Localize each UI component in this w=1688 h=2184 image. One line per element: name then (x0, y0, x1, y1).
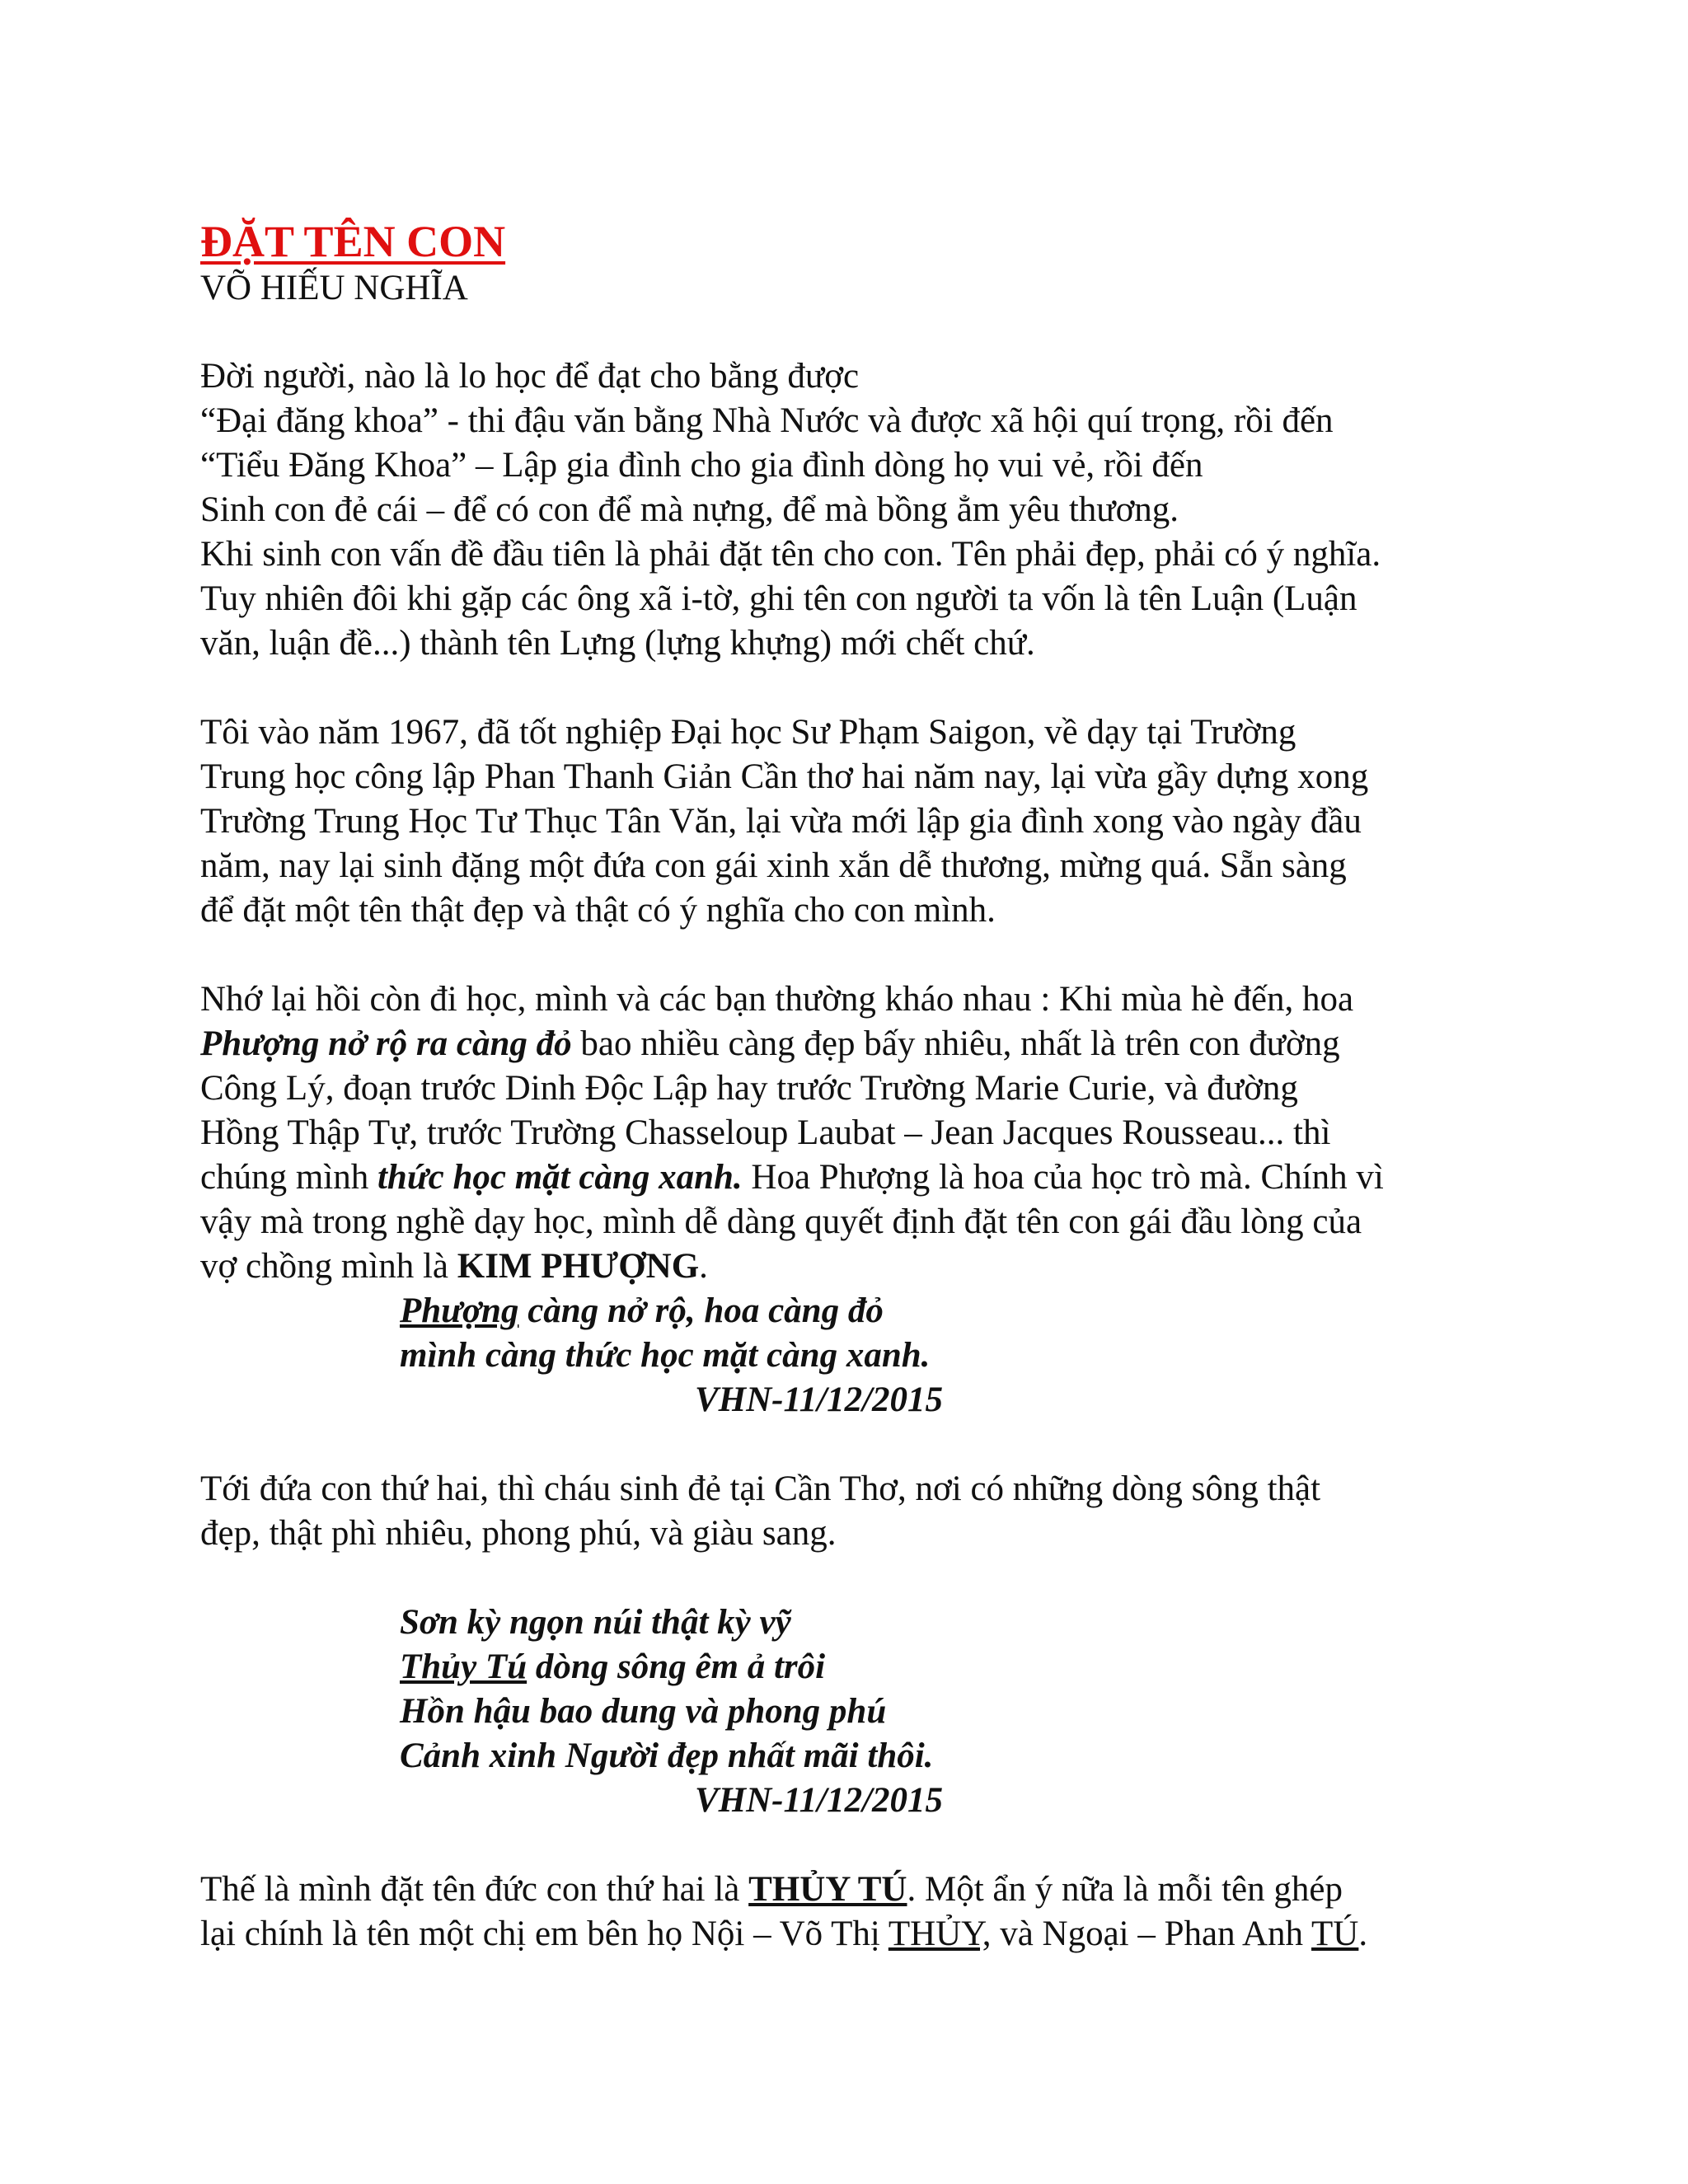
spacer (200, 1823, 1536, 1868)
text-span: bao nhiều càng đẹp bấy nhiêu, nhất là trên con đường (571, 1024, 1340, 1063)
text-span: dòng sông êm ả trôi (527, 1647, 826, 1686)
spacer (200, 1422, 1536, 1467)
author-name: VÕ HIẾU NGHĨA (200, 269, 468, 307)
poem-line: mình càng thức học mặt càng xanh. (400, 1336, 931, 1375)
text-line: năm, nay lại sinh đặng một đứa con gái xinh xắn dễ thương, mừng quá. Sẵn sàng (200, 846, 1347, 885)
text-line (200, 1022, 1536, 1066)
poem-line: Cảnh xinh Người đẹp nhất mãi thôi. (400, 1736, 934, 1775)
text-span: càng nở rộ, hoa càng đỏ (518, 1291, 884, 1330)
text-span: vợ chồng mình là (200, 1247, 457, 1286)
underlined-name: Phượng (400, 1291, 519, 1330)
paragraph-phuong-flower (200, 977, 1536, 1289)
paragraph-first-child (200, 710, 1536, 933)
name-thuy-tu: THỦY TÚ (748, 1870, 907, 1909)
poem-signature: VHN-11/12/2015 (695, 1781, 944, 1820)
text-line: Công Lý, đoạn trước Dinh Độc Lập hay trước Trường Marie Curie, và đường (200, 1069, 1298, 1108)
text-span: chúng mình (200, 1158, 377, 1197)
text-line: Tuy nhiên đôi khi gặp các ông xã i-tờ, ghi tên con người ta vốn là tên Luận (Luận (200, 579, 1357, 618)
poem-line: Hồn hậu bao dung và phong phú (400, 1692, 887, 1731)
text-line (200, 1912, 1536, 1957)
paragraph-intro (200, 354, 1536, 666)
text-line: “Đại đăng khoa” - thi đậu văn bằng Nhà Nước và được xã hội quí trọng, rồi đến (200, 401, 1334, 440)
poem-line (200, 1645, 1536, 1690)
spacer (200, 1556, 1536, 1601)
text-span: . (1358, 1915, 1368, 1953)
text-span: . Một ẩn ý nữa là mỗi tên ghép (907, 1870, 1343, 1909)
document-page (200, 216, 1536, 1957)
text-span: và Ngoại – Phan Anh (991, 1915, 1312, 1953)
text-line: Hồng Thập Tự, trước Trường Chasseloup Laubat – Jean Jacques Rousseau... thì (200, 1113, 1331, 1152)
text-line: văn, luận đề...) thành tên Lựng (lựng khựng) mới chết chứ. (200, 624, 1035, 663)
text-line: để đặt một tên thật đẹp và thật có ý nghĩa cho con mình. (200, 891, 996, 930)
document-title: ĐẶT TÊN CON (200, 217, 506, 266)
paragraph-conclusion (200, 1868, 1536, 1957)
spacer (200, 310, 1536, 354)
text-span: . (699, 1247, 708, 1286)
text-line: Trung học công lập Phan Thanh Giản Cần thơ hai năm nay, lại vừa gầy dựng xong (200, 757, 1369, 796)
poem-signature: VHN-11/12/2015 (695, 1380, 944, 1419)
text-line (200, 1244, 1536, 1289)
poem-thuy-tu (200, 1601, 1536, 1823)
text-span: Hoa Phượng là hoa của học trò mà. Chính vì (742, 1158, 1384, 1197)
poem-kim-phuong (200, 1289, 1536, 1422)
text-line: Tôi vào năm 1967, đã tốt nghiệp Đại học Sư Phạm Saigon, về dạy tại Trường (200, 713, 1296, 752)
emphasis-text: thức học mặt càng xanh. (377, 1158, 743, 1197)
text-line: Khi sinh con vấn đề đầu tiên là phải đặt tên cho con. Tên phải đẹp, phải có ý nghĩa. (200, 535, 1381, 574)
underlined-name: THỦY, (888, 1915, 992, 1953)
text-line: Trường Trung Học Tư Thục Tân Văn, lại vừa mới lập gia đình xong vào ngày đầu (200, 802, 1362, 841)
text-line: Đời người, nào là lo học để đạt cho bằng được (200, 357, 860, 396)
spacer (200, 933, 1536, 977)
underlined-name: Thủy Tú (400, 1647, 528, 1686)
emphasis-text: Phượng nở rộ ra càng đỏ (200, 1024, 572, 1063)
text-line: vậy mà trong nghề dạy học, mình dễ dàng quyết định đặt tên con gái đầu lòng của (200, 1202, 1362, 1241)
poem-line: Sơn kỳ ngọn núi thật kỳ vỹ (400, 1603, 791, 1642)
text-span: lại chính là tên một chị em bên họ Nội – Võ Thị (200, 1915, 889, 1953)
text-line: đẹp, thật phì nhiêu, phong phú, và giàu sang. (200, 1514, 837, 1553)
text-line: Nhớ lại hồi còn đi học, mình và các bạn thường kháo nhau : Khi mùa hè đến, hoa (200, 980, 1354, 1019)
spacer (200, 666, 1536, 710)
name-kim-phuong: KIM PHƯỢNG (457, 1247, 700, 1286)
paragraph-second-child (200, 1467, 1536, 1556)
text-line: Sinh con đẻ cái – để có con để mà nựng, để mà bồng ẳm yêu thương. (200, 490, 1179, 529)
underlined-name: TÚ (1311, 1915, 1359, 1953)
text-line: “Tiểu Đăng Khoa” – Lập gia đình cho gia đình dòng họ vui vẻ, rồi đến (200, 446, 1203, 485)
text-line (200, 1155, 1536, 1200)
text-span: Thế là mình đặt tên đức con thứ hai là (200, 1870, 749, 1909)
text-line: Tới đứa con thứ hai, thì cháu sinh đẻ tại Cần Thơ, nơi có những dòng sông thật (200, 1469, 1321, 1508)
poem-line (200, 1289, 1536, 1333)
text-line (200, 1868, 1536, 1912)
